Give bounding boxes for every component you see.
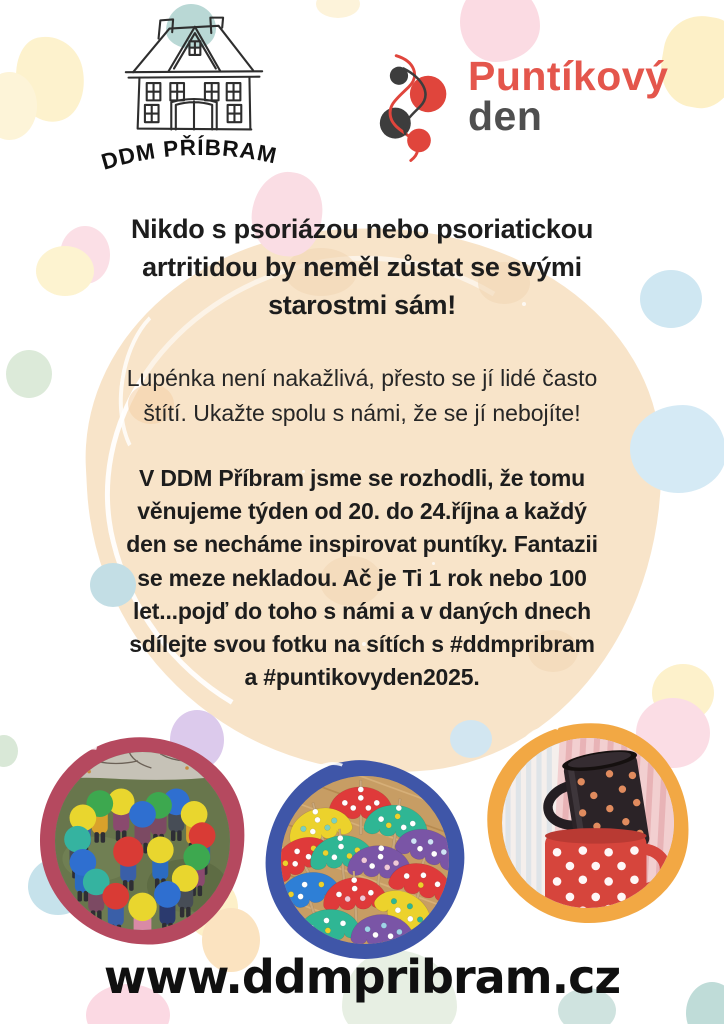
ddm-logo-label-arc <box>98 130 290 176</box>
body-line: a #puntikovyden2025. <box>244 664 480 691</box>
children-heart-image <box>55 752 230 930</box>
event-logo-title: Puntíkový <box>468 53 669 99</box>
headline <box>62 210 662 324</box>
ddm-logo-label: DDM PŘÍBRAM <box>98 134 280 175</box>
pastel-dot-mint <box>0 735 18 767</box>
intro-paragraph <box>62 361 662 431</box>
pastel-dot-cream <box>316 0 360 18</box>
intro-line: štítí. Ukažte spolu s námi, že se jí nebojíte! <box>143 400 581 426</box>
polka-dot-mugs-image <box>502 738 674 908</box>
headline-line: Nikdo s psoriázou nebo psoriatickou <box>130 214 594 244</box>
puntikovy-den-logo <box>378 42 688 172</box>
body-line: V DDM Příbram jsme se rozhodli, že tomu <box>139 465 585 491</box>
svg-text:DDM PŘÍBRAM <box>99 135 280 175</box>
body-line: věnujeme týden od 20. do 24.října a každý <box>137 498 587 525</box>
photo-polka-dot-mugs <box>487 723 689 923</box>
body-line: se meze nekladou. Ač je Ti 1 rok nebo 100 <box>137 564 587 591</box>
body-line: den se necháme inspirovat puntíky. Fantazii <box>126 531 598 558</box>
pastel-dot-blue <box>450 720 492 758</box>
website-url: www.ddmpribram.cz <box>103 950 621 1004</box>
intro-line: Lupénka není nakažlivá, přesto se jí lidé často <box>126 365 598 391</box>
paper-umbrellas-image <box>281 776 449 944</box>
body-paragraph <box>52 462 672 694</box>
dots-strand-icon <box>378 48 460 170</box>
ddm-house-icon <box>113 14 275 134</box>
headline-line: artritidou by neměl zůstat se svými <box>142 252 582 282</box>
pastel-dot-mint <box>6 350 52 398</box>
event-logo-subtitle: den <box>468 93 543 139</box>
body-line: sdílejte svou fotku na sítích s #ddmpribram <box>129 631 595 658</box>
headline-line: starostmi sám! <box>268 290 456 320</box>
photo-paper-umbrellas <box>266 761 464 959</box>
body-line: let...pojď do toho s námi a v daných dnech <box>133 597 591 624</box>
ddm-pribram-logo <box>98 14 290 176</box>
photo-children-heart <box>40 737 245 945</box>
